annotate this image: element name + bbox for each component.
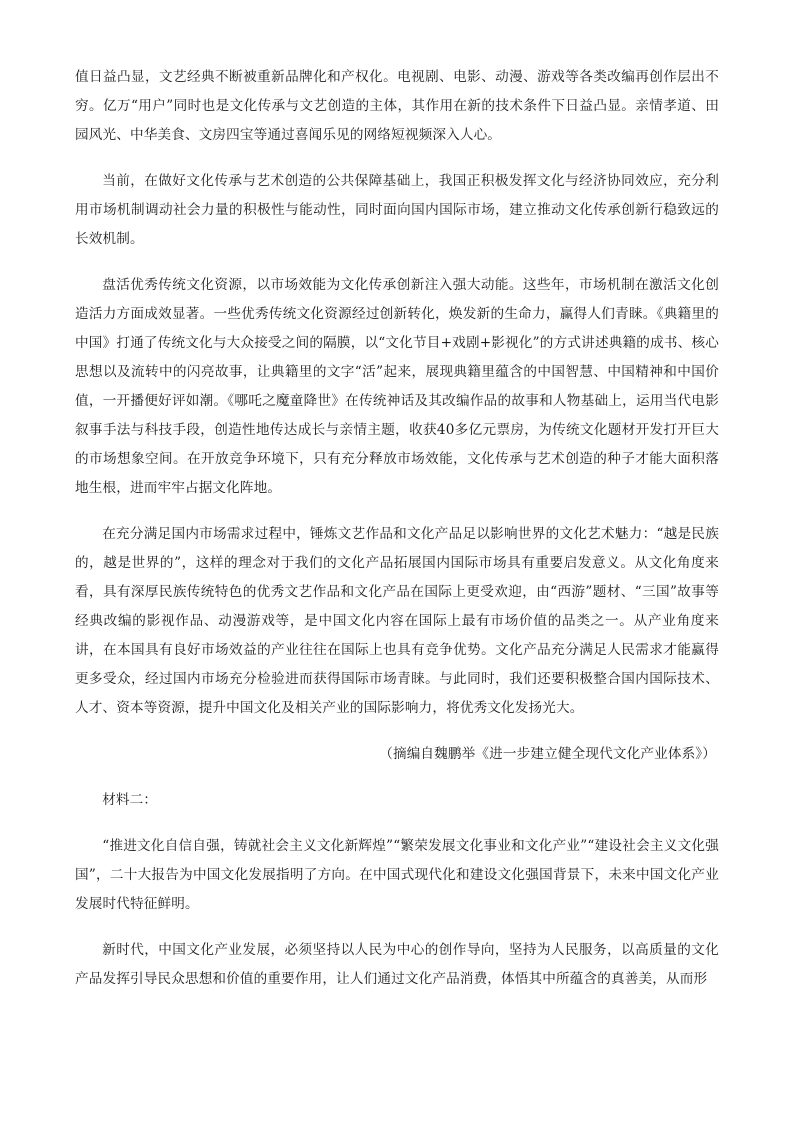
- paragraph-report-direction: “推进文化自信自强，铸就社会主义文化新辉煌”“繁荣发展文化事业和文化产业”“建设社会主义文化强国”，二十大报告为中国文化发展指明了方向。在中国式现代化和建设文化强国背景下，未来中国文化产业发展时代特征鲜明。: [75, 838, 719, 912]
- paragraph-continued: 值日益凸显，文艺经典不断被重新品牌化和产权化。电视剧、电影、动漫、游戏等各类改编再创作层出不穷。亿万“用户”同时也是文化传承与文艺创造的主体，其作用在新的技术条件下日益凸显。亲情孝道、田园风光、中华美食、文房四宝等通过喜闻乐见的网络短视频深入人心。: [75, 69, 719, 143]
- paragraph-new-era: 新时代，中国文化产业发展，必须坚持以人民为中心的创作导向，坚持为人民服务，以高质量的文化产品发挥引导民众思想和价值的重要作用，让人们通过文化产品消费，体悟其中所蕴含的真善美，从而形: [75, 942, 719, 987]
- paragraph-market-efficiency: 盘活优秀传统文化资源，以市场效能为文化传承创新注入强大动能。这些年，市场机制在激活文化创造活力方面成效显著。一些优秀传统文化资源经过创新转化，焕发新的生命力，赢得人们青睐。《典籍里的中国》打通了传统文化与大众接受之间的隔膜，以“文化节目+戏剧+影视化”的方式讲述典籍的成书、核心思想以及流转中的闪亮故事，让典籍里的文字“活”起来，展现典籍里蕴含的中国智慧、中国精神和中国价值，一开播便好评如潮。《哪吒之魔童降世》在传统神话及其改编作品的故事和人物基础上，运用当代电影叙事手法与科技手段，创造性地传达成长与亲情主题，收获40多亿元票房，为传统文化题材开发打开巨大的市场想象空间。在开放竞争环境下，只有充分释放市场效能，文化传承与艺术创造的种子才能大面积落地生根，进而牢牢占据文化阵地。: [75, 277, 719, 496]
- source-citation: （摘编自魏鹏举《进一步建立健全现代文化产业体系》）: [379, 746, 716, 762]
- paragraph-international-market: 在充分满足国内市场需求过程中，锤炼文艺作品和文化产品足以影响世界的文化艺术魅力：“越是民族的，越是世界的”，这样的理念对于我们的文化产品拓展国内国际市场具有重要启发意义。从文化角度来看，具有深厚民族传统特色的优秀文艺作品和文化产品在国际上更受欢迎，由“西游”题材、“三国”故事等经典改编的影视作品、动漫游戏等，是中国文化内容在国际上最有市场价值的品类之一。从产业角度来讲，在本国具有良好市场效益的产业往往在国际上也具有竞争优势。文化产品充分满足人民需求才能赢得更多受众，经过国内市场充分检验进而获得国际市场青睐。与此同时，我们还要积极整合国内国际技术、人才、资本等资源，提升中国文化及相关产业的国际影响力，将优秀文化发扬光大。: [75, 526, 719, 716]
- material-label: 材料二：: [102, 792, 158, 808]
- document-page: [75, 63, 719, 1011]
- paragraph-public-guarantee: 当前，在做好文化传承与艺术创造的公共保障基础上，我国正积极发挥文化与经济协同效应，充分利用市场机制调动社会力量的积极性与能动性，同时面向国内国际市场，建立推动文化传承创新行稳致远的长效机制。: [75, 173, 719, 247]
